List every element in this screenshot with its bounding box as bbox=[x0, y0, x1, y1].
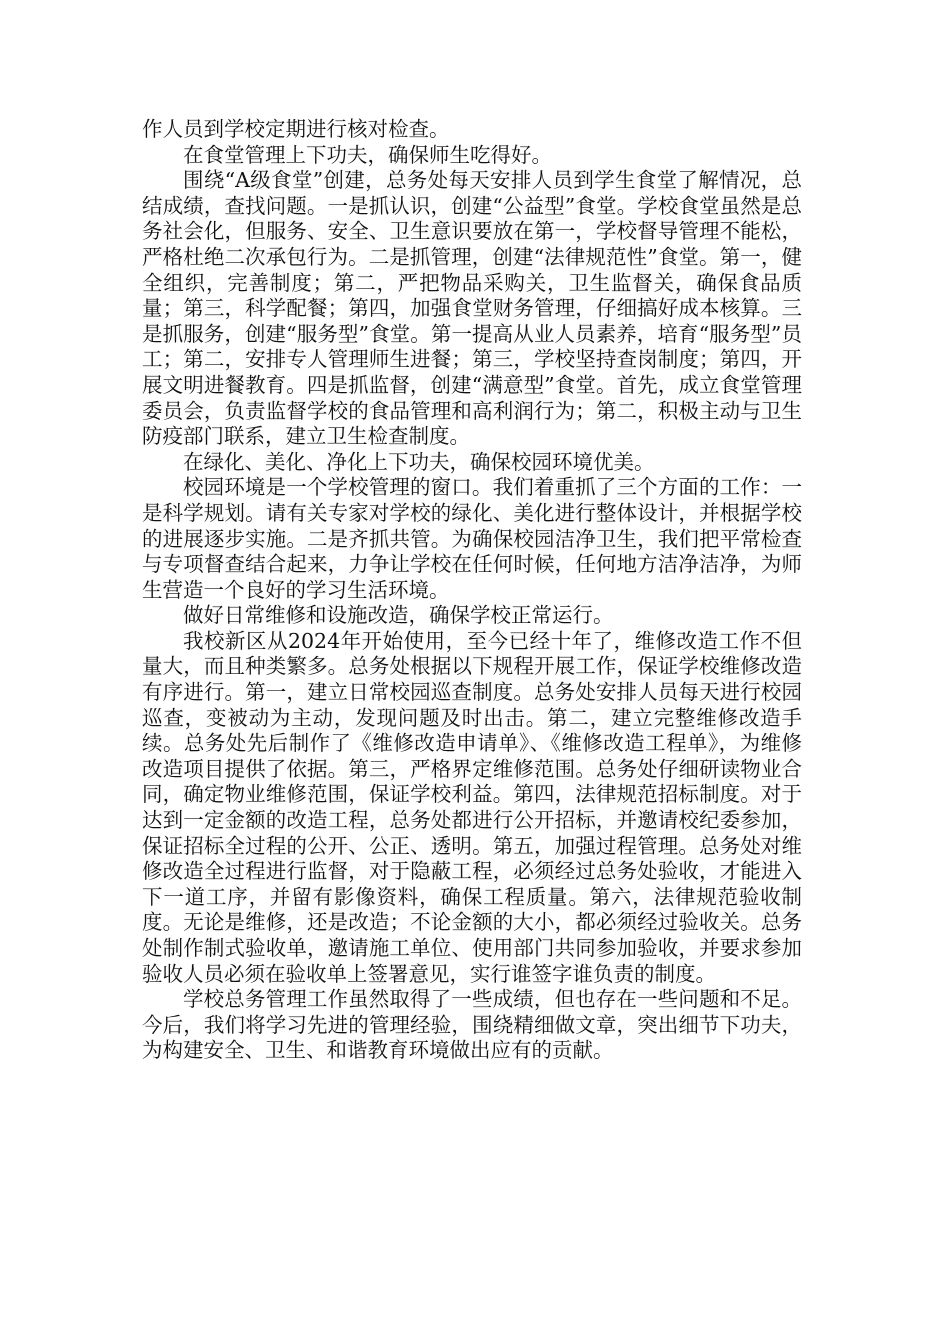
section-heading-environment: 在绿化、美化、净化上下功夫，确保校园环境优美。 bbox=[183, 449, 655, 474]
paragraph-maintenance: 我校新区从2024年开始使用，至今已经十年了，维修改造工作不但量大，而且种类繁多。总务处根据以下规程开展工作，保证学校维修改造有序进行。第一，建立日常校园巡查制度。总务处安排人员每天进行校园巡查，变被动为主动，发现问题及时出击。第二，建立完整维修改造手续。总务处先后制作了《维修改造申请单》、《维修改造工程单》，为维修改造项目提供了依据。第三，严格界定维修范围。总务处仔细研读物业合同，确定物业维修范围，保证学校利益。第四，法律规范招标制度。对于达到一定金额的改造工程，总务处都进行公开招标，并邀请校纪委参加，保证招标全过程的公开、公正、透明。第五，加强过程管理。总务处对维修改造全过程进行监督，对于隐蔽工程，必须经过总务处验收，才能进入下一道工序，并留有影像资料，确保工程质量。第六，法律规范验收制度。无论是维修，还是改造；不论金额的大小，都必须经过验收关。总务处制作制式验收单，邀请施工单位、使用部门共同参加验收，并要求参加验收人员必须在验收单上签署意见，实行谁签字谁负责的制度。 bbox=[142, 628, 802, 986]
paragraph-environment: 校园环境是一个学校管理的窗口。我们着重抓了三个方面的工作：一是科学规划。请有关专家对学校的绿化、美化进行整体设计，并根据学校的进展逐步实施。二是齐抓共管。为确保校园洁净卫生，我们把平常检查与专项督查结合起来，力争让学校在任何时候，任何地方洁净洁净，为师生营造一个良好的学习生活环境。 bbox=[142, 475, 802, 602]
paragraph-continuation: 作人员到学校定期进行核对检查。 bbox=[142, 117, 450, 141]
paragraph-canteen: 围绕“A级食堂”创建，总务处每天安排人员到学生食堂了解情况，总结成绩，查找问题。一是抓认识，创建“公益型”食堂。学校食堂虽然是总务社会化，但服务、安全、卫生意识要放在第一，学校督导管理不能松，严格杜绝二次承包行为。二是抓管理，创建“法律规范性”食堂。第一，健全组织，完善制度；第二，严把物品采购关，卫生监督关，确保食品质量；第三，科学配餐；第四，加强食堂财务管理，仔细搞好成本核算。三是抓服务，创建“服务型”食堂。第一提高从业人员素养，培育“服务型”员工；第二，安排专人管理师生进餐；第三，学校坚持查岗制度；第四，开展文明进餐教育。四是抓监督，创建“满意型”食堂。首先，成立食堂管理委员会，负责监督学校的食品管理和高利润行为；第二，积极主动与卫生防疫部门联系，建立卫生检查制度。 bbox=[142, 168, 802, 449]
document-body bbox=[142, 117, 802, 1064]
paragraph-conclusion: 学校总务管理工作虽然取得了一些成绩，但也存在一些问题和不足。今后，我们将学习先进的管理经验，围绕精细做文章，突出细节下功夫，为构建安全、卫生、和谐教育环境做出应有的贡献。 bbox=[142, 987, 802, 1063]
section-heading-canteen: 在食堂管理上下功夫，确保师生吃得好。 bbox=[183, 142, 552, 167]
section-heading-maintenance: 做好日常维修和设施改造，确保学校正常运行。 bbox=[183, 603, 614, 628]
